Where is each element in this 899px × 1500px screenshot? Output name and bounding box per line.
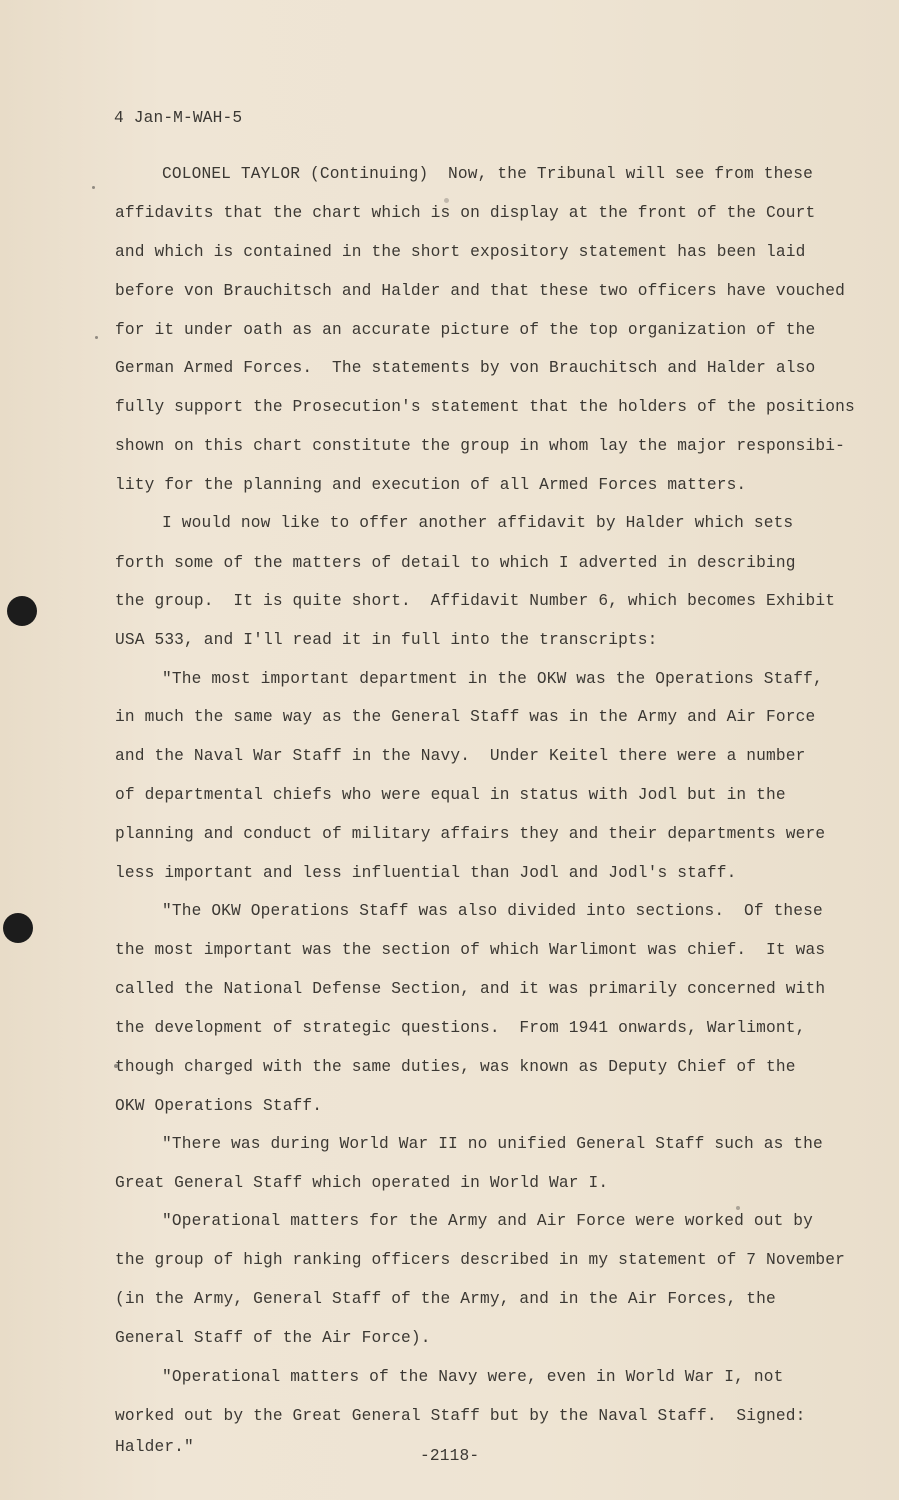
- text-line: the group of high ranking officers described in my statement of 7 November: [115, 1251, 845, 1269]
- text-line: and the Naval War Staff in the Navy. Under Keitel there were a number: [115, 747, 806, 765]
- text-line: the most important was the section of which Warlimont was chief. It was: [115, 941, 826, 959]
- text-line: in much the same way as the General Staff was in the Army and Air Force: [115, 708, 816, 726]
- text-line: lity for the planning and execution of all Armed Forces matters.: [115, 476, 747, 494]
- text-line: forth some of the matters of detail to which I adverted in describing: [115, 554, 796, 572]
- text-line: Great General Staff which operated in World War I.: [115, 1174, 609, 1192]
- text-line: "Operational matters for the Army and Air Force were worked out by: [162, 1212, 814, 1230]
- text-line: USA 533, and I'll read it in full into the transcripts:: [115, 631, 658, 649]
- document-reference: 4 Jan-M-WAH-5: [114, 109, 243, 127]
- text-line: less important and less influential than Jodl and Jodl's staff.: [115, 864, 737, 882]
- text-line: called the National Defense Section, and it was primarily concerned with: [115, 980, 826, 998]
- text-line: and which is contained in the short expository statement has been laid: [115, 243, 806, 261]
- text-line: German Armed Forces. The statements by von Brauchitsch and Halder also: [115, 359, 816, 377]
- page-number: -2118-: [420, 1447, 480, 1465]
- text-line: fully support the Prosecution's statement that the holders of the positions: [115, 398, 855, 416]
- text-line: of departmental chiefs who were equal in status with Jodl but in the: [115, 786, 786, 804]
- text-line: for it under oath as an accurate picture of the top organization of the: [115, 321, 816, 339]
- text-line: Halder.": [115, 1438, 194, 1456]
- paper-speck: [95, 336, 98, 339]
- text-line: worked out by the Great General Staff but by the Naval Staff. Signed:: [115, 1407, 806, 1425]
- text-line: "Operational matters of the Navy were, even in World War I, not: [162, 1368, 784, 1386]
- text-line: before von Brauchitsch and Halder and that these two officers have vouched: [115, 282, 845, 300]
- text-line: affidavits that the chart which is on display at the front of the Court: [115, 204, 816, 222]
- text-line: "The OKW Operations Staff was also divided into sections. Of these: [162, 902, 823, 920]
- punch-hole-top: [7, 596, 37, 626]
- text-line: OKW Operations Staff.: [115, 1097, 323, 1115]
- punch-hole-bottom: [3, 913, 33, 943]
- text-line: I would now like to offer another affidavit by Halder which sets: [162, 514, 794, 532]
- text-line: though charged with the same duties, was known as Deputy Chief of the: [115, 1058, 796, 1076]
- text-line: the development of strategic questions. From 1941 onwards, Warlimont,: [115, 1019, 806, 1037]
- text-line: shown on this chart constitute the group in whom lay the major responsibi-: [115, 437, 845, 455]
- paper-speck: [92, 186, 95, 189]
- text-line: planning and conduct of military affairs they and their departments were: [115, 825, 826, 843]
- text-line: the group. It is quite short. Affidavit Number 6, which becomes Exhibit: [115, 592, 836, 610]
- text-line: "The most important department in the OKW was the Operations Staff,: [162, 670, 823, 688]
- text-line: "There was during World War II no unified General Staff such as the: [162, 1135, 823, 1153]
- text-line: General Staff of the Air Force).: [115, 1329, 431, 1347]
- text-line: (in the Army, General Staff of the Army, and in the Air Forces, the: [115, 1290, 776, 1308]
- text-line: COLONEL TAYLOR (Continuing) Now, the Tribunal will see from these: [162, 165, 814, 183]
